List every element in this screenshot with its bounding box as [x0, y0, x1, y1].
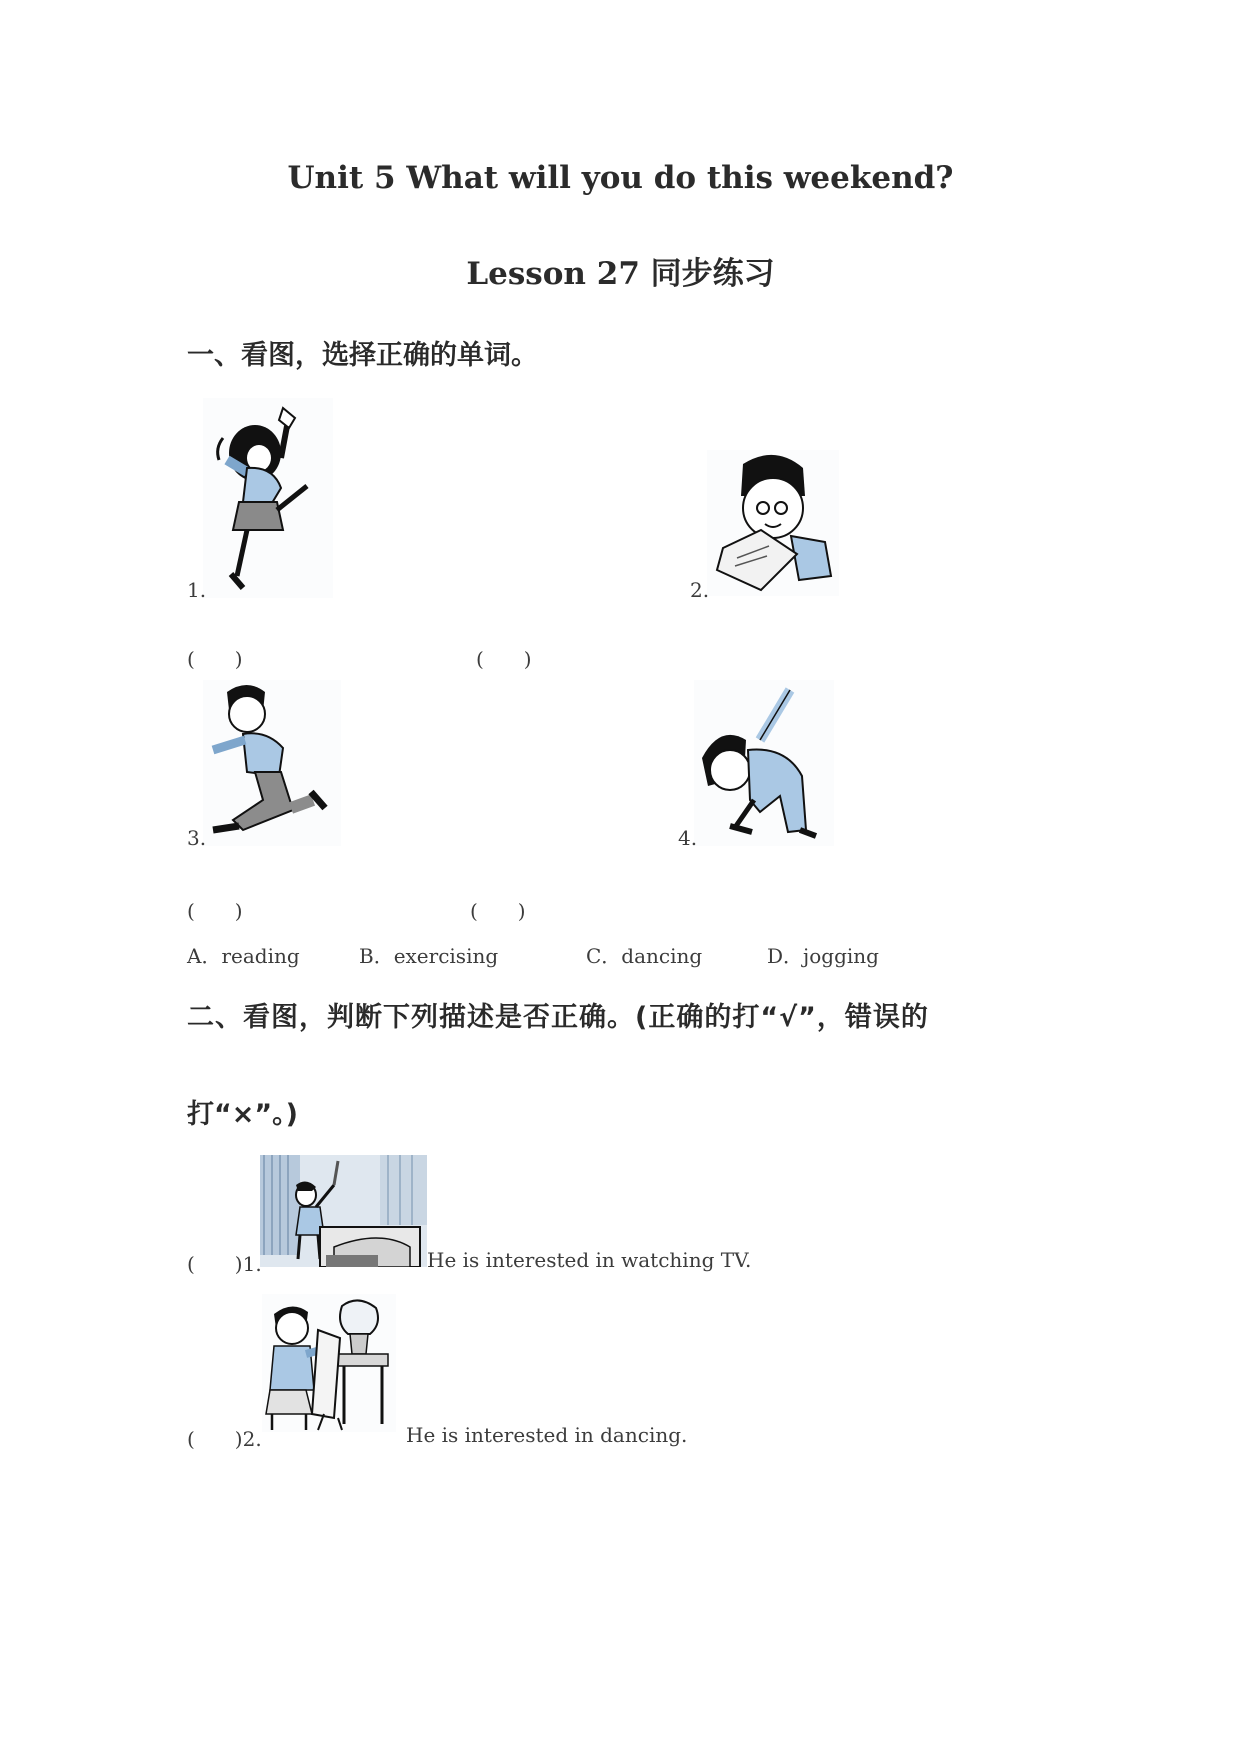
girl-cleaning-window-image: [260, 1155, 427, 1267]
s1-item3-num: 3.: [187, 826, 207, 850]
s1-blank-4[interactable]: ( ): [470, 899, 526, 923]
s1-item4-num: 4.: [678, 826, 698, 850]
boy-reading-image: [707, 450, 839, 596]
unit-title: Unit 5 What will you do this weekend?: [287, 160, 954, 196]
s2-item1-text: He is interested in watching TV.: [427, 1248, 752, 1272]
s2-item2-prefix[interactable]: ( )2.: [187, 1427, 262, 1451]
s1-blank-1[interactable]: ( ): [187, 647, 243, 671]
s2-item2-text: He is interested in dancing.: [406, 1423, 688, 1447]
s2-item1-prefix[interactable]: ( )1.: [187, 1252, 262, 1276]
girl-exercising-image: [694, 680, 834, 846]
s1-blank-3[interactable]: ( ): [187, 899, 243, 923]
section2-heading-line1: 二、看图，判断下列描述是否正确。(正确的打“√”，错误的: [187, 1002, 929, 1033]
boy-jogging-image: [203, 680, 341, 846]
section1-heading: 一、看图，选择正确的单词。: [187, 340, 538, 371]
option-b: B．exercising: [359, 944, 499, 968]
girl-dancing-image: [203, 398, 333, 598]
s1-item2-num: 2.: [690, 578, 710, 602]
lesson-title: Lesson 27 同步练习: [466, 256, 775, 292]
option-c: C．dancing: [586, 944, 703, 968]
section2-heading-line2: 打“×”。): [187, 1099, 298, 1130]
s1-item1-num: 1.: [187, 578, 207, 602]
option-a: A．reading: [187, 944, 300, 968]
boy-painting-image: [262, 1294, 396, 1432]
option-d: D．jogging: [767, 944, 879, 968]
s1-blank-2[interactable]: ( ): [476, 647, 532, 671]
